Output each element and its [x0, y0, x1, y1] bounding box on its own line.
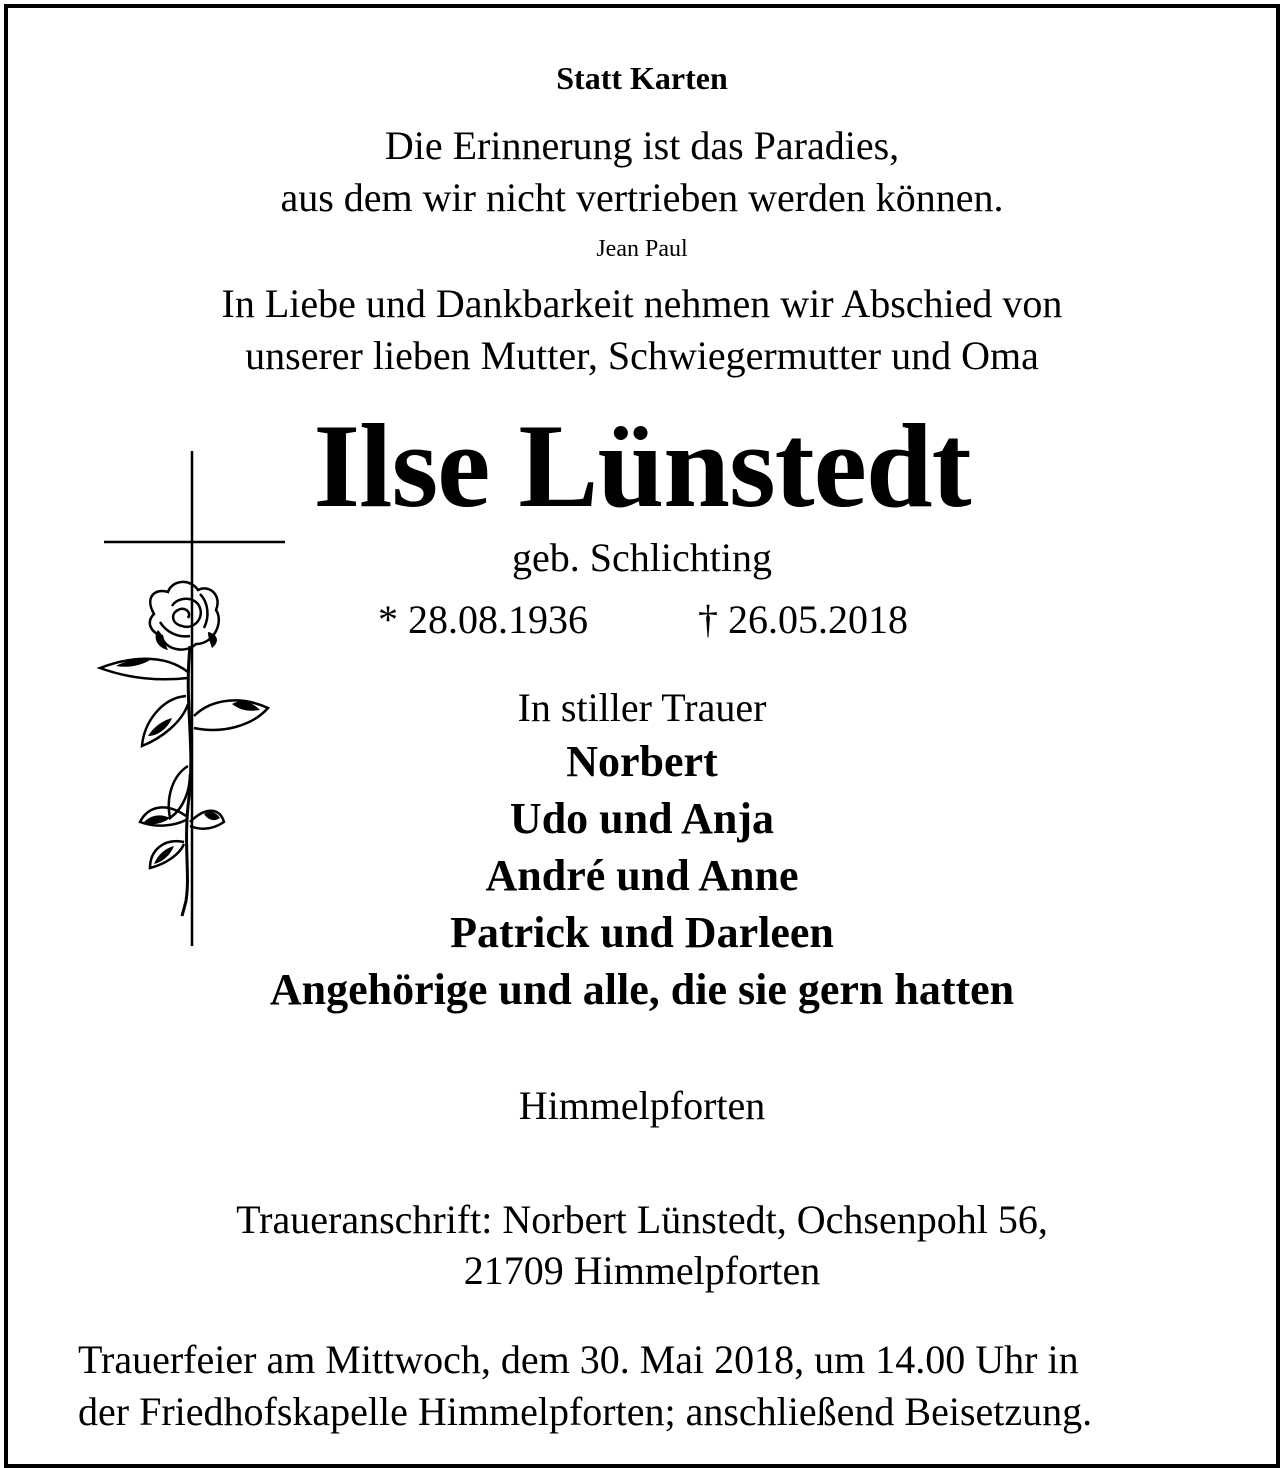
mourner-name: Udo und Anja [509, 794, 775, 843]
service-line-1: Trauerfeier am Mittwoch, dem 30. Mai 2018, um 14.00 Uhr in [78, 1337, 1079, 1382]
intro-line-1: In Liebe und Dankbarkeit nehmen wir Abschied von [221, 281, 1063, 326]
obituary-notice [4, 4, 1280, 1468]
mourner-name: Patrick und Darleen [450, 908, 834, 957]
cross-with-rose-icon [92, 446, 292, 951]
address-line-2: 21709 Himmelpforten [463, 1248, 821, 1293]
quote-author: Jean Paul [596, 236, 688, 262]
maiden-name: geb. Schlichting [512, 535, 772, 580]
birth-date: * 28.08.1936 [378, 597, 588, 642]
address-line-1: Traueranschrift: Norbert Lünstedt, Ochsenpohl 56, [236, 1197, 1048, 1242]
service-info [78, 1334, 1206, 1438]
header-text: Statt Karten [556, 60, 728, 96]
service-line-2: der Friedhofskapelle Himmelpforten; anschließend Beisetzung. [78, 1389, 1093, 1434]
death-date: † 26.05.2018 [698, 597, 908, 642]
mourner-name: Norbert [566, 737, 718, 786]
mourner-name: André und Anne [485, 851, 799, 900]
intro-line-2: unserer lieben Mutter, Schwiegermutter und Oma [245, 333, 1039, 378]
deceased-name: Ilse Lünstedt [313, 399, 971, 532]
place-text: Himmelpforten [518, 1083, 766, 1128]
mourning-intro: In stiller Trauer [517, 685, 767, 730]
mourner-name: Angehörige und alle, die sie gern hatten [269, 965, 1015, 1014]
quote-line-1: Die Erinnerung ist das Paradies, [384, 123, 900, 168]
quote-line-2: aus dem wir nicht vertrieben werden können. [280, 175, 1004, 220]
